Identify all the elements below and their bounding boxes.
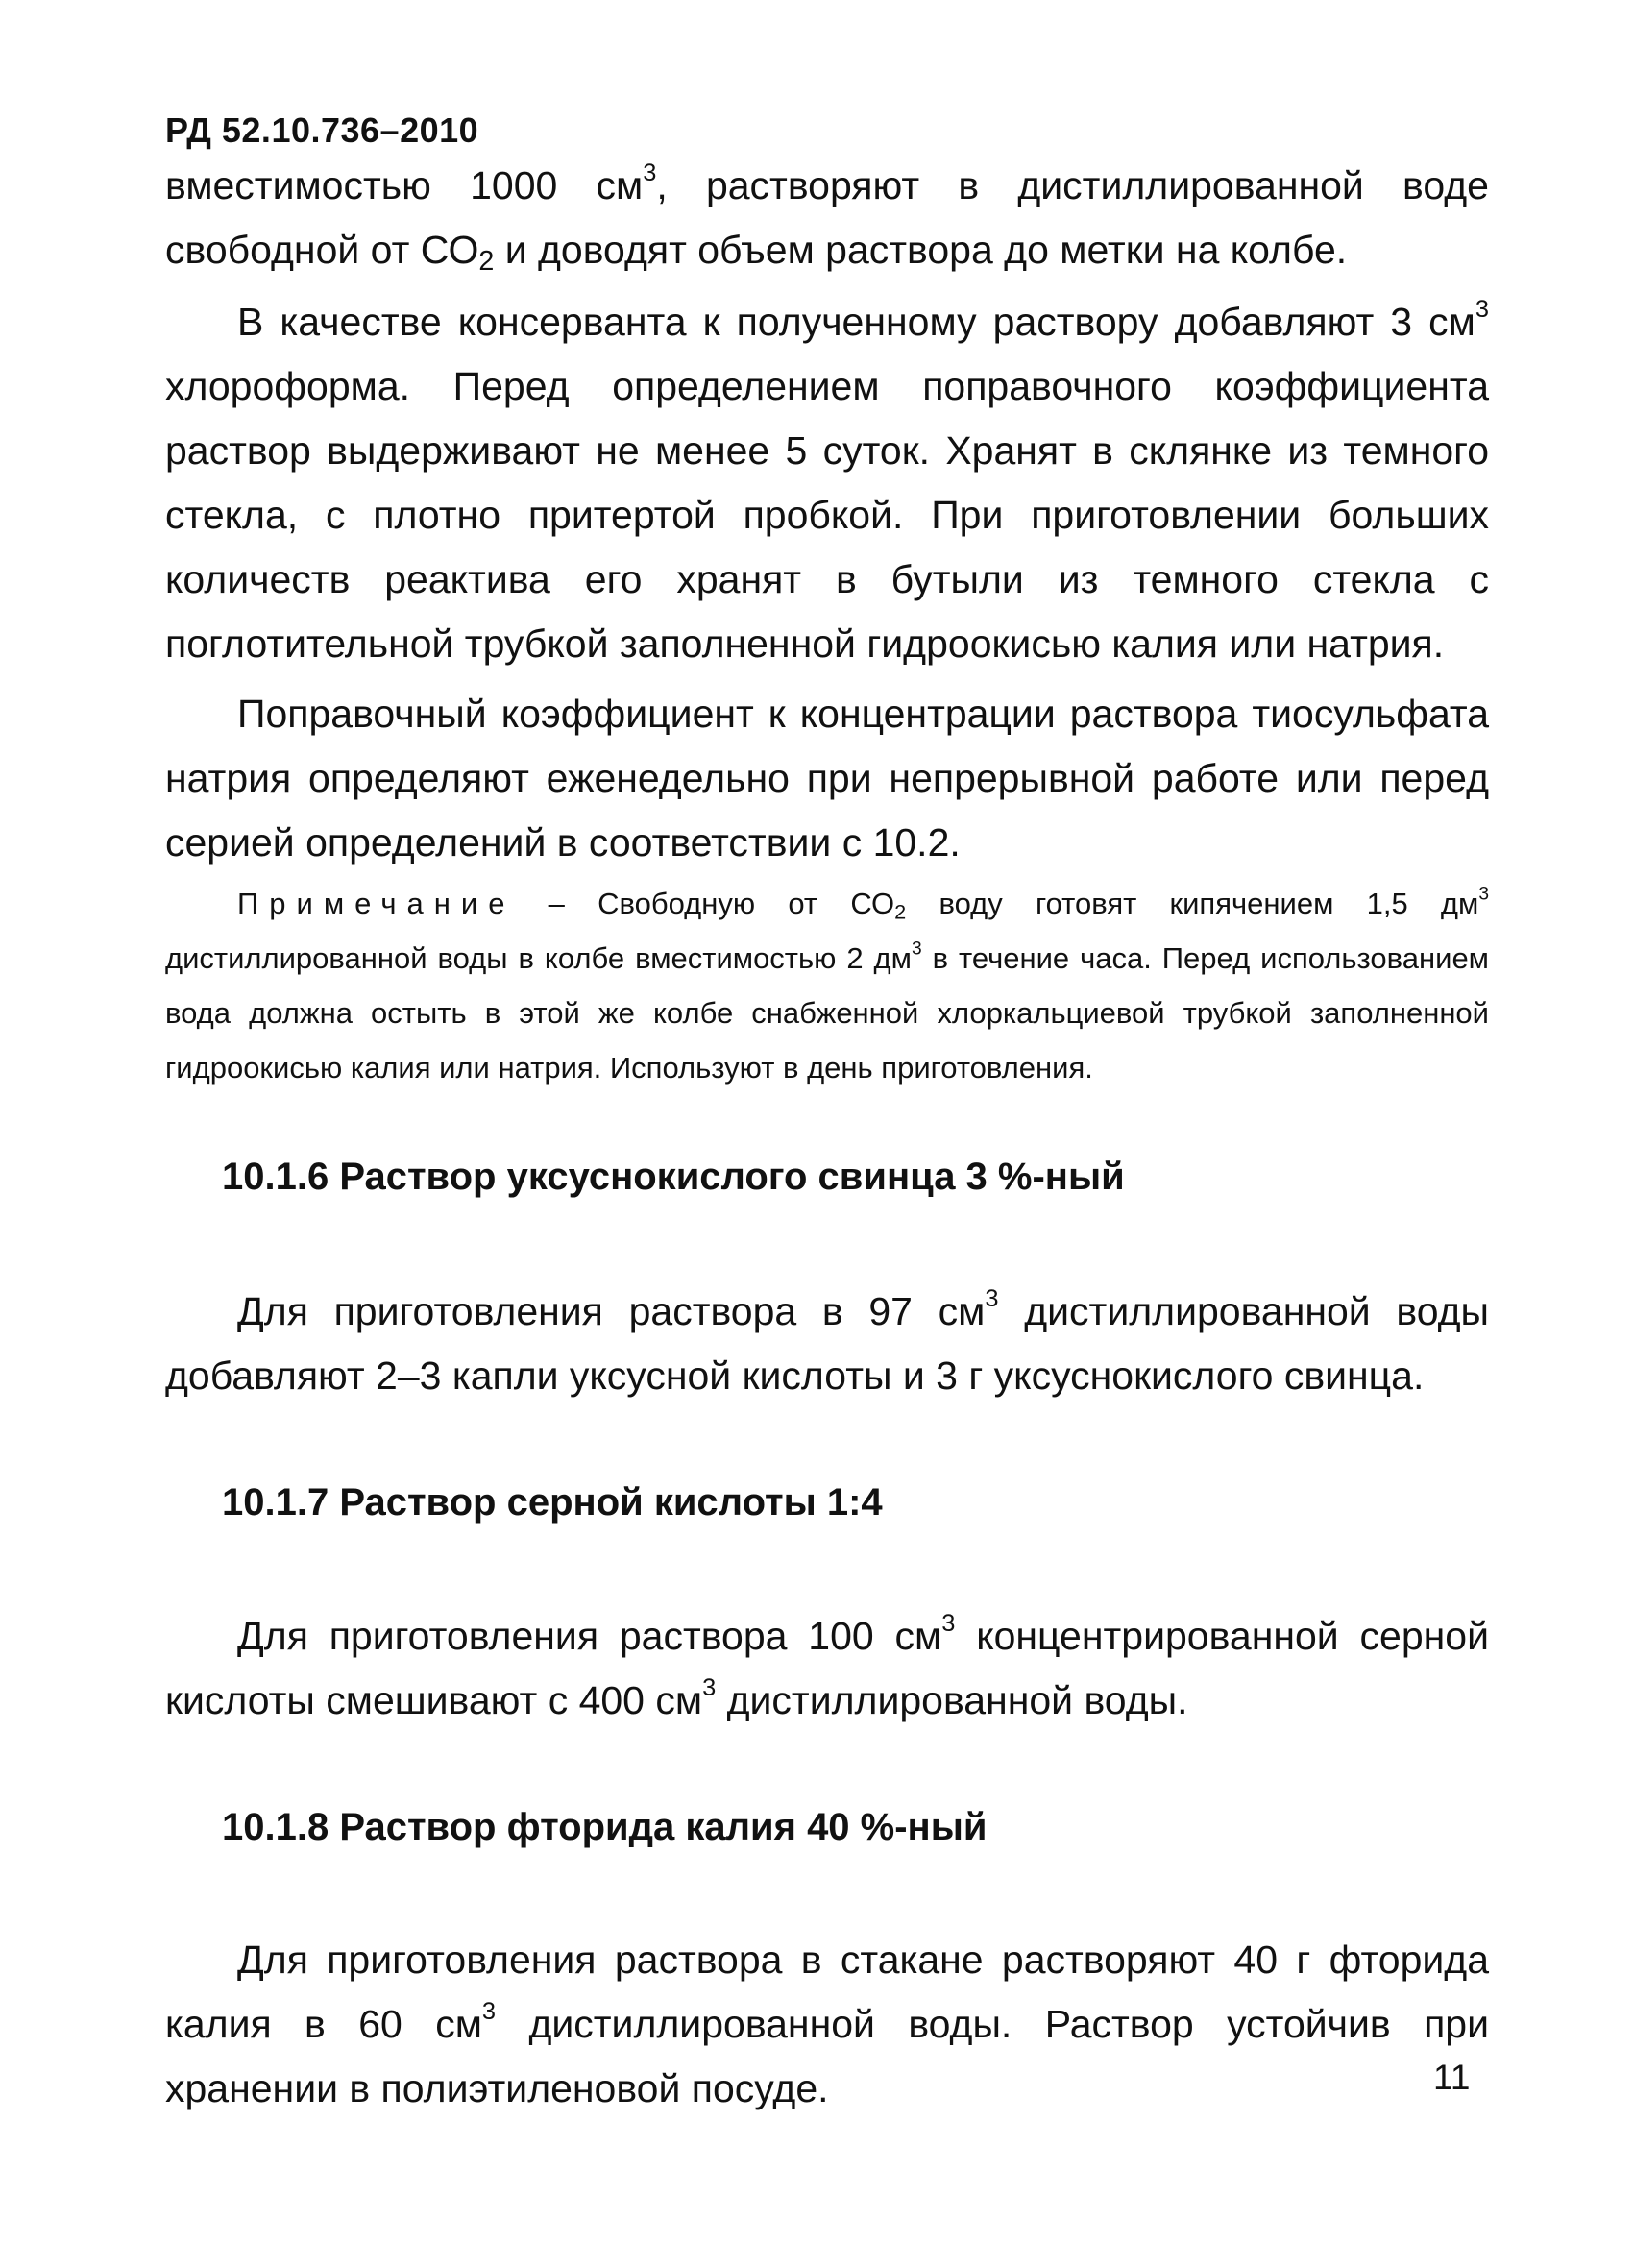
paragraph-preservative: В качестве консерванта к полученному раствору добавляют 3 $см^3$ хлороформа. Перед определением поправочного коэффициента раствор выдерживают не менее 5 суток. Хранят в склянке из темного стекла, с плотно притертой пробкой. При приготовлении больших количеств реактива его хранят в бутыли из темного стекла с поглотительной трубкой заполненной гидроокисью калия или натрия. <box>165 295 1489 666</box>
section-heading-10-1-8: 10.1.8 Раствор фторида калия 40 %-ный <box>222 1806 988 1848</box>
paragraph-section-10-1-7: Для приготовления раствора 100 $см^3$ концентрированной серной кислоты смешивают с 400 $см^3$ дистиллированной воды. <box>165 1609 1489 1722</box>
paragraph-correction-factor: Поправочный коэффициент к концентрации раствора тиосульфата натрия определяют еженедельно при непрерывной работе или перед серией определений в соответствии с 10.2. <box>165 692 1489 865</box>
paragraph-section-10-1-8: Для приготовления раствора в стакане растворяют 40 г фторида калия в 60 $см^3$ дистиллированной воды. Раствор устойчив при хранении в полиэтиленовой посуде. <box>165 1938 1489 2110</box>
note-block: Примечание – Свободную от $СО_2$ воду готовят кипячением 1,5 $дм^3$ дистиллированной воды в колбе вместимостью 2 $дм^3$ в течение часа. Перед использованием вода должна остыть в этой же колбе снабженной хлоркальциевой трубкой заполненной гидроокисью калия или натрия. Используют в день приготовления. <box>165 884 1490 1085</box>
section-heading-10-1-7: 10.1.7 Раствор серной кислоты 1:4 <box>222 1481 883 1524</box>
note-label: Примечание <box>237 887 516 920</box>
paragraph-section-10-1-6: Для приготовления раствора в 97 $см^3$ дистиллированной воды добавляют 2–3 капли уксусной кислоты и 3 г уксуснокислого свинца. <box>165 1284 1489 1398</box>
section-heading-10-1-6: 10.1.6 Раствор уксуснокислого свинца 3 %-ный <box>222 1156 1125 1198</box>
document-code: РД 52.10.736–2010 <box>165 110 479 150</box>
page-number: 11 <box>1433 2058 1471 2097</box>
paragraph-intro: вместимостью 1000 $см^3$, растворяют в дистиллированной воде свободной от $СО_2$ и доводят объем раствора до метки на колбе. <box>165 159 1489 278</box>
